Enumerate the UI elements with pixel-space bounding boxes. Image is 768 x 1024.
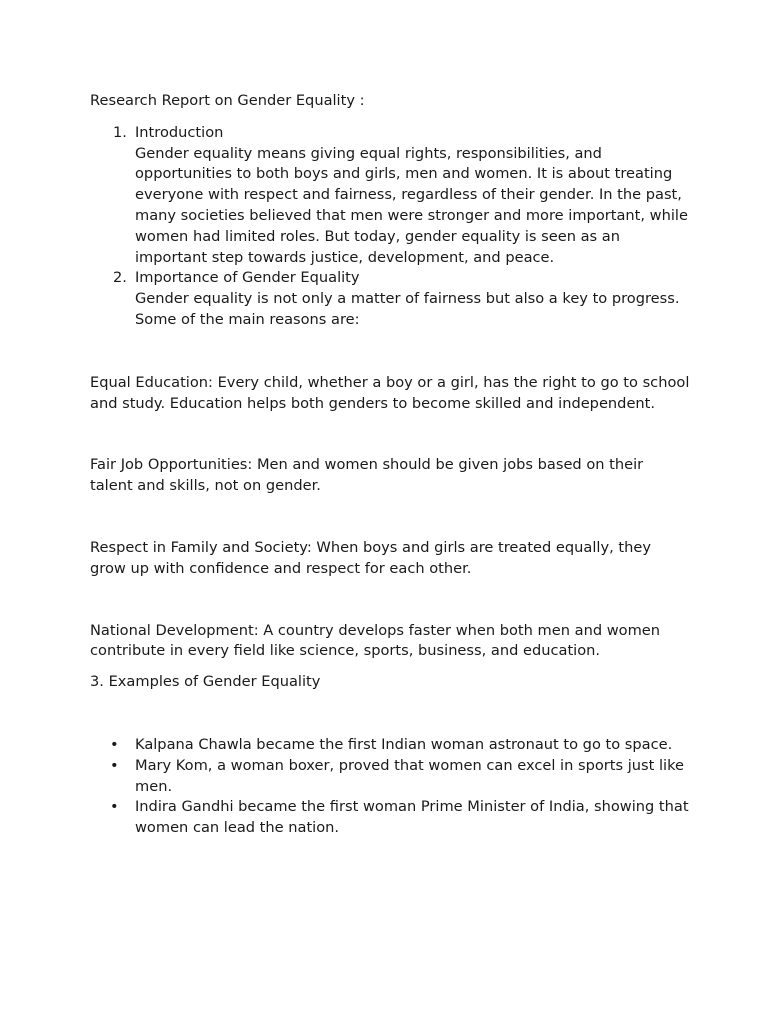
document-title: Research Report on Gender Equality : — [90, 92, 365, 109]
section-heading: Introduction — [135, 123, 224, 141]
example-text: Mary Kom, a woman boxer, proved that women can excel in sports just like men. — [135, 756, 685, 795]
reason-respect-family-society: Respect in Family and Society: When boys and girls are treated equally, they grow up with confidence and respect for each other. — [90, 538, 651, 577]
example-text: Kalpana Chawla became the first Indian woman astronaut to go to space. — [135, 735, 673, 753]
bullet-icon: • — [110, 756, 119, 774]
document-page — [90, 91, 690, 839]
section-number: 2. — [113, 269, 127, 287]
example-text: Indira Gandhi became the first woman Prime Minister of India, showing that women can lead the nation. — [135, 798, 689, 837]
examples-list — [90, 735, 690, 839]
section-number: 1. — [113, 123, 127, 141]
reason-fair-job-opportunities: Fair Job Opportunities: Men and women should be given jobs based on their talent and skills, not on gender. — [90, 456, 644, 495]
examples-heading: 3. Examples of Gender Equality — [90, 673, 321, 691]
example-item — [90, 797, 690, 839]
section-heading: Importance of Gender Equality — [135, 269, 360, 287]
example-item — [90, 735, 690, 756]
section-body: Gender equality means giving equal rights, responsibilities, and opportunities to both boys and girls, men and women. It is about treating everyone with respect and fairness, regardless of their gender. In the past, many societies believed that men were stronger and more important, while women had limited roles. But today, gender equality is seen as an important step towards justice, development, and peace. — [135, 144, 688, 266]
section-importance — [90, 268, 690, 330]
reason-equal-education: Equal Education: Every child, whether a boy or a girl, has the right to go to school and study. Education helps both genders to become skilled and independent. — [90, 373, 690, 412]
section-body: Gender equality is not only a matter of fairness but also a key to progress. Some of the main reasons are: — [135, 290, 680, 328]
section-introduction — [90, 123, 690, 269]
example-item — [90, 756, 690, 798]
numbered-sections — [90, 123, 690, 331]
reason-national-development: National Development: A country develops faster when both men and women contribute in every field like science, sports, business, and education. — [90, 621, 661, 660]
bullet-icon: • — [110, 798, 119, 816]
bullet-icon: • — [110, 735, 119, 753]
